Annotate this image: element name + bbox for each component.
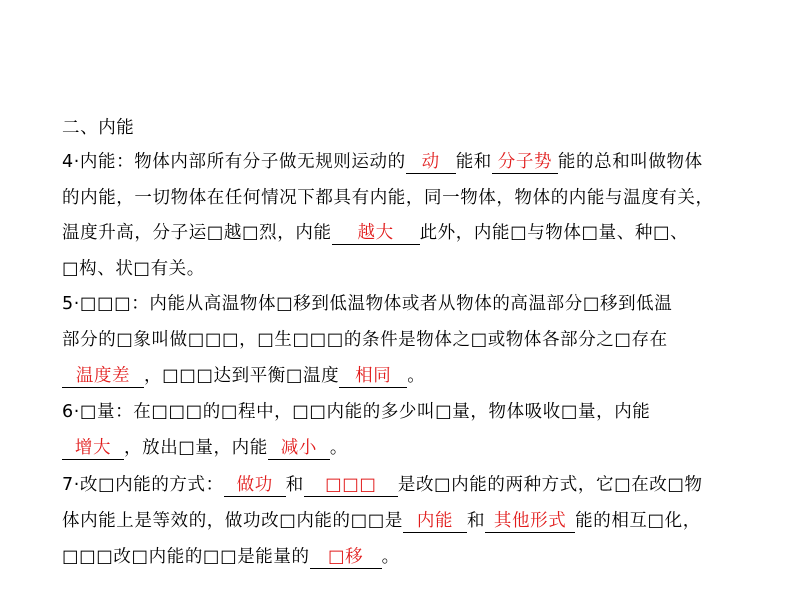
text-line-1: [62, 150, 703, 174]
text-line-9: [62, 436, 348, 460]
text-segment: 7·改□内能的方式：: [62, 475, 224, 495]
text-line-6: [62, 328, 668, 352]
text-line-8: [62, 400, 650, 424]
text-segment: 和: [285, 475, 304, 495]
section-heading: 二、内能: [62, 118, 135, 138]
answer-blank: 减小: [268, 437, 330, 460]
text-segment: 。: [329, 438, 348, 458]
answer-blank: 分子势: [492, 151, 558, 174]
text-line-3: [62, 221, 688, 245]
text-segment: □构、状□有关。: [62, 259, 205, 279]
answer-blank: 越大: [332, 222, 420, 245]
text-segment: ，放出□量，内能: [124, 438, 268, 458]
answer-blank: 增大: [62, 437, 124, 460]
text-segment: 。: [381, 547, 400, 567]
answer-blank: 动: [406, 151, 456, 174]
text-segment: 能的总和叫做物体: [557, 152, 703, 172]
text-segment: 6·□量：在□□□的□程中，□□内能的多少叫□量，物体吸收□量，内能: [62, 402, 651, 422]
text-line-7: [62, 364, 425, 388]
text-segment: 体内能上是等效的，做功改□内能的□□是: [62, 511, 404, 531]
answer-blank: □□□: [304, 474, 398, 497]
text-line-12: [62, 545, 400, 569]
answer-blank: 内能: [403, 510, 467, 533]
text-segment: □□□改□内能的□□是能量的: [62, 547, 310, 567]
answer-blank: 相同: [339, 365, 407, 388]
text-segment: 此外，内能□与物体□量、种□、: [419, 223, 689, 243]
text-line-11: [62, 509, 701, 533]
text-segment: 能的相互□化，: [575, 511, 701, 531]
text-line-5: [62, 292, 672, 316]
text-segment: 4·内能：物体内部所有分子做无规则运动的: [62, 152, 406, 172]
text-segment: 的内能，一切物体在任何情况下都具有内能，同一物体，物体的内能与温度有关，: [62, 188, 714, 208]
answer-blank: □移: [310, 546, 382, 569]
answer-blank: 做功: [224, 474, 286, 497]
text-line-2: [62, 186, 714, 210]
text-segment: 。: [407, 366, 426, 386]
answer-blank: 其他形式: [485, 510, 575, 533]
text-line-10: [62, 473, 703, 497]
text-segment: 能和: [455, 152, 492, 172]
text-segment: 是改□内能的两种方式，它□在改□物: [397, 475, 703, 495]
answer-blank: 温度差: [62, 365, 144, 388]
text-segment: ，□□□达到平衡□温度: [144, 366, 340, 386]
text-segment: 温度升高，分子运□越□烈，内能: [62, 223, 332, 243]
text-segment: 5·□□□：内能从高温物体□移到低温物体或者从物体的高温部分□移到低温: [62, 294, 673, 314]
text-segment: 和: [467, 511, 486, 531]
text-line-4: [62, 257, 205, 281]
text-segment: 部分的□象叫做□□□，□生□□□的条件是物体之□或物体各部分之□存在: [62, 330, 668, 350]
